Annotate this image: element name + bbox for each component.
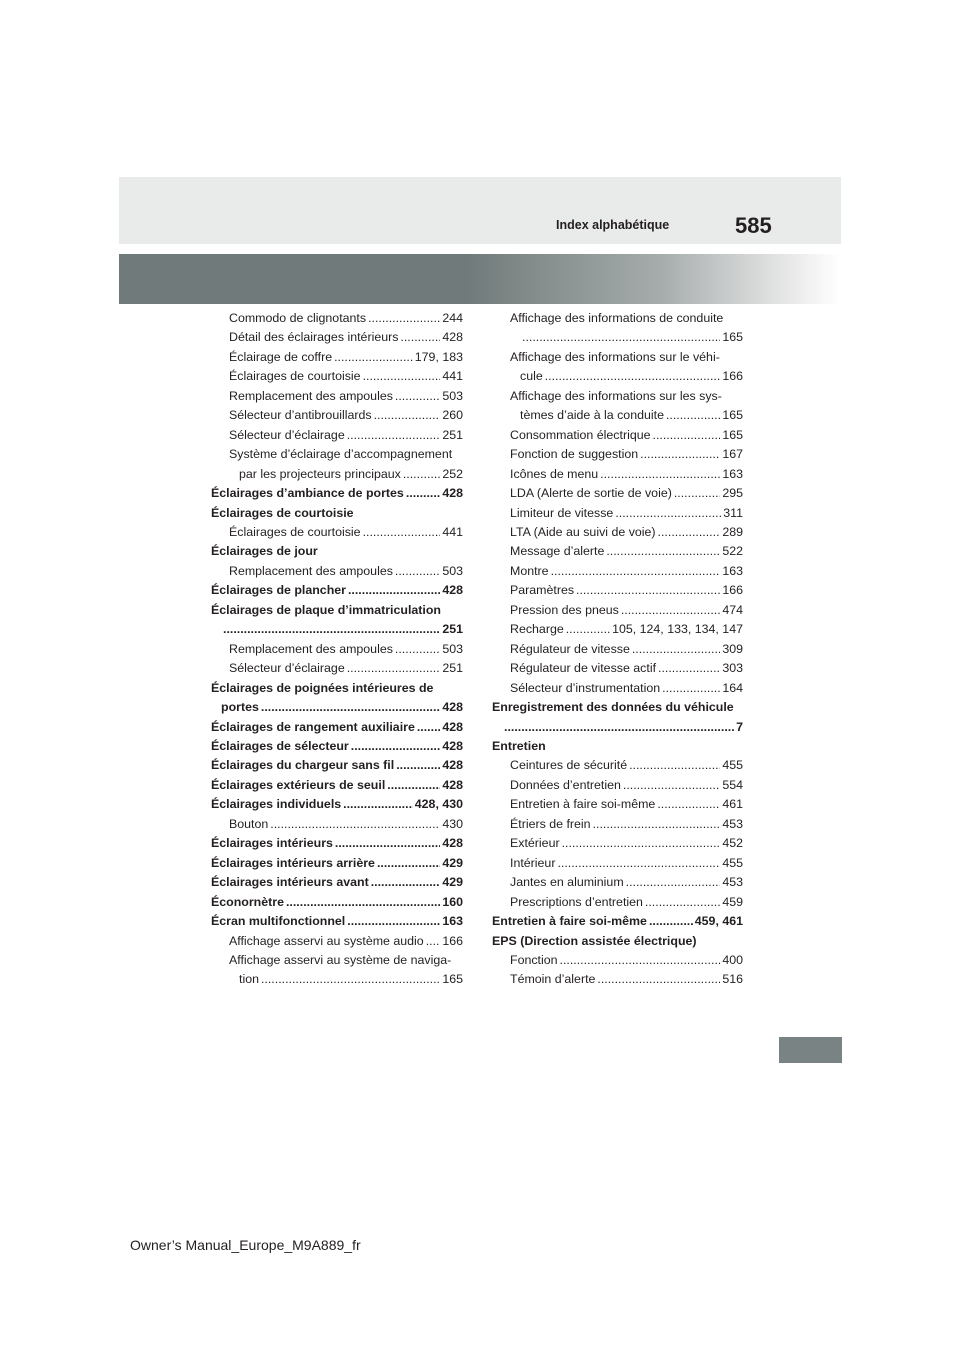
index-heading <box>211 718 463 737</box>
entry-text: Éclairages intérieurs arrière <box>211 855 375 870</box>
dot-leader <box>426 932 441 951</box>
dot-leader <box>615 504 721 523</box>
dot-leader <box>343 795 413 814</box>
index-subentry <box>492 756 743 775</box>
index-subentry <box>211 367 463 386</box>
entry-page-ref: 428 <box>442 777 463 792</box>
entry-text: Éclairages de sélecteur <box>211 738 349 753</box>
entry-page-ref: 165 <box>722 330 743 345</box>
entry-text: Entretien à faire soi-même <box>492 914 647 929</box>
entry-page-ref: 7 <box>736 719 743 734</box>
entry-text: Remplacement des ampoules <box>229 641 393 656</box>
index-subentry <box>492 542 743 561</box>
entry-text: Éclairages de plaque d’immatriculation <box>211 602 441 617</box>
index-subentry <box>492 640 743 659</box>
entry-page-ref: 165 <box>722 427 743 442</box>
dot-leader <box>640 445 720 464</box>
entry-page-ref: 167 <box>722 447 743 462</box>
entry-page-ref: 166 <box>722 369 743 384</box>
entry-text: Extérieur <box>510 836 560 851</box>
entry-page-ref: 163 <box>722 563 743 578</box>
entry-page-ref: 105, 124, 133, 134, 147 <box>612 622 743 637</box>
dot-leader <box>261 970 440 989</box>
dot-leader <box>286 893 440 912</box>
index-subentry <box>211 426 463 445</box>
dot-leader <box>395 640 440 659</box>
index-heading <box>492 912 743 931</box>
entry-page-ref: 453 <box>722 875 743 890</box>
dot-leader <box>649 912 693 931</box>
entry-text: Éclairages individuels <box>211 797 342 812</box>
entry-page-ref: 163 <box>442 914 463 929</box>
entry-text: Montre <box>510 563 549 578</box>
index-heading <box>211 854 463 873</box>
entry-page-ref: 428 <box>442 700 463 715</box>
index-heading <box>211 581 463 600</box>
dot-leader <box>223 620 440 639</box>
index-subentry <box>492 970 743 989</box>
index-heading <box>492 737 743 756</box>
index-heading <box>211 484 463 503</box>
dot-leader <box>653 426 721 445</box>
entry-text: LTA (Aide au suivi de voie) <box>510 524 656 539</box>
entry-text: portes <box>221 700 259 715</box>
entry-page-ref: 400 <box>722 952 743 967</box>
entry-page-ref: 503 <box>442 641 463 656</box>
entry-text: Limiteur de vitesse <box>510 505 614 520</box>
entry-page-ref: 554 <box>722 777 743 792</box>
dot-leader <box>560 951 721 970</box>
section-title: Index alphabétique <box>556 218 670 232</box>
index-subentry <box>492 387 743 426</box>
entry-text: Affichage asservi au système audio <box>229 933 424 948</box>
entry-text: Éclairage de coffre <box>229 349 333 364</box>
entry-text: LDA (Alerte de sortie de voie) <box>510 486 672 501</box>
entry-text: Éclairages du chargeur sans fil <box>211 758 395 773</box>
dot-leader <box>632 640 720 659</box>
entry-text: Témoin d’alerte <box>510 972 596 987</box>
entry-text: tion <box>239 972 259 987</box>
index-subentry <box>211 406 463 425</box>
index-subentry <box>492 795 743 814</box>
entry-page-ref: 163 <box>722 466 743 481</box>
index-heading <box>211 737 463 756</box>
entry-page-ref: 165 <box>442 972 463 987</box>
dot-leader <box>657 795 720 814</box>
dot-leader <box>658 523 721 542</box>
entry-page-ref: 428 <box>442 330 463 345</box>
entry-text: Commodo de clignotants <box>229 311 367 325</box>
entry-page-ref: 459, 461 <box>694 914 743 929</box>
entry-text: Détail des éclairages intérieurs <box>229 330 399 345</box>
entry-page-ref: 428 <box>442 758 463 773</box>
page-number: 585 <box>735 213 772 238</box>
entry-text: Régulateur de vitesse <box>510 641 630 656</box>
entry-text: Bouton <box>229 816 269 831</box>
entry-text: Icônes de menu <box>510 466 599 481</box>
entry-text: Affichage des informations de conduite <box>510 311 724 325</box>
dot-leader <box>406 484 440 503</box>
entry-page-ref: 503 <box>442 388 463 403</box>
dot-leader <box>374 406 441 425</box>
entry-page-ref: 516 <box>722 972 743 987</box>
entry-page-ref: 461 <box>722 797 743 812</box>
entry-page-ref: 441 <box>442 369 463 384</box>
index-subentry <box>211 309 463 328</box>
dot-leader <box>377 854 440 873</box>
dot-leader <box>334 348 413 367</box>
dot-leader <box>658 659 720 678</box>
index-subentry <box>211 348 463 367</box>
thumb-index-tab <box>779 1037 842 1063</box>
entry-text: Message d’alerte <box>510 544 605 559</box>
entry-text: Ceintures de sécurité <box>510 758 628 773</box>
index-heading <box>492 932 743 951</box>
dot-leader <box>621 601 720 620</box>
entry-page-ref: 164 <box>722 680 743 695</box>
dot-leader <box>666 406 720 425</box>
dot-leader <box>562 834 721 853</box>
entry-page-ref: 166 <box>442 933 463 948</box>
dot-leader <box>606 542 720 561</box>
entry-text: EPS (Direction assistée électrique) <box>492 933 697 948</box>
entry-page-ref: 428 <box>442 486 463 501</box>
entry-text: Affichage des informations sur les sys- <box>510 388 722 403</box>
entry-text: Éclairages de rangement auxiliaire <box>211 719 415 734</box>
index-subentry <box>492 834 743 853</box>
entry-page-ref: 428 <box>442 583 463 598</box>
index-heading <box>211 873 463 892</box>
index-heading <box>211 542 463 561</box>
entry-text: Paramètres <box>510 583 575 598</box>
entry-page-ref: 295 <box>722 486 743 501</box>
dot-leader <box>600 465 720 484</box>
index-subentry <box>492 348 743 387</box>
entry-text: Système d’éclairage d’accompagnement <box>229 447 453 462</box>
entry-text: Pression des pneus <box>510 602 619 617</box>
entry-page-ref: 311 <box>723 505 743 520</box>
index-subentry <box>492 815 743 834</box>
entry-page-ref: 303 <box>722 661 743 676</box>
dot-leader <box>557 854 720 873</box>
index-subentry <box>211 562 463 581</box>
dot-leader <box>270 815 440 834</box>
entry-text: par les projecteurs principaux <box>239 466 401 481</box>
index-subentry <box>492 465 743 484</box>
index-heading <box>211 795 463 814</box>
index-subentry <box>492 659 743 678</box>
index-subentry <box>211 328 463 347</box>
dot-leader <box>261 698 440 717</box>
entry-text: Jantes en aluminium <box>510 875 624 890</box>
index-subentry <box>211 659 463 678</box>
entry-page-ref: 522 <box>722 544 743 559</box>
entry-page-ref: 459 <box>722 894 743 909</box>
index-heading <box>211 776 463 795</box>
entry-page-ref: 179, 183 <box>414 349 463 364</box>
index-heading <box>211 912 463 931</box>
index-subentry <box>211 640 463 659</box>
entry-text: Entretien à faire soi-même <box>510 797 656 812</box>
dot-leader <box>629 756 720 775</box>
entry-page-ref: 429 <box>442 855 463 870</box>
dot-leader <box>400 328 440 347</box>
entry-page-ref: 474 <box>722 602 743 617</box>
dot-leader <box>347 659 441 678</box>
dot-leader <box>368 309 440 328</box>
dot-leader <box>522 328 720 347</box>
entry-text: Intérieur <box>510 855 556 870</box>
entry-text: Entretien <box>492 738 546 753</box>
dot-leader <box>371 873 441 892</box>
entry-page-ref: 453 <box>722 816 743 831</box>
entry-page-ref: 455 <box>722 855 743 870</box>
dot-leader <box>417 718 440 737</box>
entry-text: Sélecteur d’antibrouillards <box>229 408 372 423</box>
entry-page-ref: 252 <box>442 466 463 481</box>
index-subentry <box>492 679 743 698</box>
dot-leader <box>395 387 440 406</box>
dot-leader <box>645 893 720 912</box>
dot-leader <box>347 912 440 931</box>
index-heading <box>211 834 463 853</box>
entry-text: Régulateur de vitesse actif <box>510 661 657 676</box>
entry-page-ref: 160 <box>442 894 463 909</box>
index-subentry <box>492 873 743 892</box>
entry-page-ref: 441 <box>442 524 463 539</box>
dot-leader <box>566 620 610 639</box>
entry-text: Éclairages de courtoisie <box>211 505 354 520</box>
dot-leader <box>576 581 720 600</box>
dot-leader <box>396 756 440 775</box>
entry-page-ref: 455 <box>722 758 743 773</box>
index-subentry <box>492 504 743 523</box>
entry-text: Sélecteur d’éclairage <box>229 661 345 676</box>
entry-page-ref: 428, 430 <box>414 797 463 812</box>
entry-text: Éclairages de jour <box>211 544 318 559</box>
entry-page-ref: 452 <box>722 836 743 851</box>
dot-leader <box>363 523 441 542</box>
entry-text: Éclairages de courtoisie <box>229 369 361 384</box>
entry-page-ref: 428 <box>442 719 463 734</box>
entry-text: Affichage des informations sur le véhi- <box>510 349 720 364</box>
index-subentry <box>492 951 743 970</box>
index-subentry <box>211 445 463 484</box>
entry-text: Remplacement des ampoules <box>229 563 393 578</box>
entry-page-ref: 309 <box>722 641 743 656</box>
index-subentry <box>492 426 743 445</box>
entry-text: Sélecteur d’instrumentation <box>510 680 661 695</box>
entry-text: Éclairages de plancher <box>211 583 346 598</box>
entry-text: Remplacement des ampoules <box>229 388 393 403</box>
entry-text: Éclairages intérieurs <box>211 836 333 851</box>
entry-page-ref: 251 <box>442 661 463 676</box>
index-subentry <box>492 601 743 620</box>
index-column-right <box>492 309 743 990</box>
entry-text: Éclairages d’ambiance de portes <box>211 486 404 501</box>
entry-text: Données d’entretien <box>510 777 621 792</box>
dot-leader <box>593 815 721 834</box>
entry-text: Consommation électrique <box>510 427 651 442</box>
dot-leader <box>597 970 720 989</box>
entry-text: Recharge <box>510 622 564 637</box>
entry-page-ref: 251 <box>442 427 463 442</box>
entry-text: Fonction <box>510 952 558 967</box>
entry-text: Éclairages intérieurs avant <box>211 875 369 890</box>
entry-page-ref: 251 <box>442 622 463 637</box>
entry-page-ref: 260 <box>442 408 463 423</box>
index-subentry <box>492 309 743 348</box>
index-subentry <box>492 484 743 503</box>
entry-page-ref: 429 <box>442 875 463 890</box>
index-subentry <box>492 581 743 600</box>
index-heading <box>492 698 743 737</box>
index-subentry <box>211 951 463 990</box>
dot-leader <box>335 834 440 853</box>
index-heading <box>211 756 463 775</box>
dot-leader <box>351 737 441 756</box>
entry-text: Prescriptions d’entretien <box>510 894 643 909</box>
entry-text: Affichage asservi au système de naviga- <box>229 952 452 967</box>
index-subentry <box>211 932 463 951</box>
entry-text: Étriers de frein <box>510 816 591 831</box>
entry-text: Sélecteur d’éclairage <box>229 427 345 442</box>
dot-leader <box>348 581 440 600</box>
index-heading <box>211 601 463 640</box>
entry-text: Éclairages de poignées intérieures de <box>211 680 434 695</box>
decorative-gray-band <box>119 254 841 304</box>
index-subentry <box>492 893 743 912</box>
dot-leader <box>662 679 720 698</box>
entry-text: cule <box>520 369 543 384</box>
entry-page-ref: 503 <box>442 563 463 578</box>
header-band <box>119 177 841 244</box>
entry-text: Éclairages extérieurs de seuil <box>211 777 386 792</box>
index-subentry <box>211 387 463 406</box>
entry-text: tèmes d’aide à la conduite <box>520 408 664 423</box>
index-subentry <box>492 445 743 464</box>
dot-leader <box>395 562 440 581</box>
dot-leader <box>387 776 440 795</box>
entry-text: Écran multifonctionnel <box>211 914 346 929</box>
entry-page-ref: 430 <box>442 816 463 831</box>
dot-leader <box>363 367 441 386</box>
index-subentry <box>492 562 743 581</box>
dot-leader <box>545 367 721 386</box>
index-subentry <box>492 854 743 873</box>
entry-page-ref: 166 <box>722 583 743 598</box>
dot-leader <box>504 718 734 737</box>
index-subentry <box>492 776 743 795</box>
dot-leader <box>626 873 721 892</box>
dot-leader <box>623 776 720 795</box>
dot-leader <box>551 562 721 581</box>
index-heading <box>211 679 463 718</box>
entry-text: Fonction de suggestion <box>510 447 639 462</box>
dot-leader <box>674 484 720 503</box>
dot-leader <box>347 426 441 445</box>
entry-page-ref: 289 <box>722 524 743 539</box>
index-column-left <box>211 309 463 990</box>
index-subentry <box>492 523 743 542</box>
entry-text: Éclairages de courtoisie <box>229 524 361 539</box>
index-heading <box>211 504 463 523</box>
entry-text: Éconornètre <box>211 894 284 909</box>
entry-page-ref: 165 <box>722 408 743 423</box>
entry-page-ref: 428 <box>442 836 463 851</box>
dot-leader <box>403 465 440 484</box>
index-subentry <box>211 815 463 834</box>
entry-page-ref: 244 <box>442 311 463 325</box>
footer-doc-id: Owner’s Manual_Europe_M9A889_fr <box>130 1237 361 1253</box>
index-heading <box>211 893 463 912</box>
index-subentry <box>492 620 743 639</box>
entry-text: Enregistrement des données du véhicule <box>492 700 734 715</box>
entry-page-ref: 428 <box>442 738 463 753</box>
index-subentry <box>211 523 463 542</box>
